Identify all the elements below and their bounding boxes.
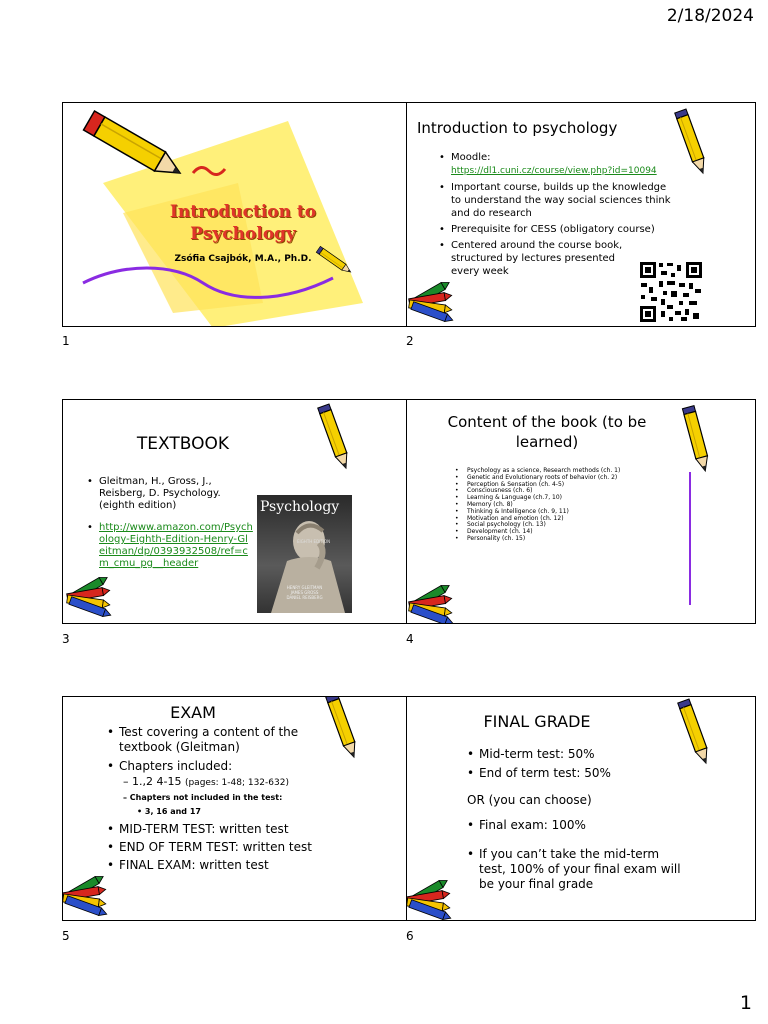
list-item: • Genetic and Evolutionary roots of behavior (ch. 2): [455, 475, 675, 482]
slide-4-bullets: [455, 468, 675, 543]
slide-2: [406, 102, 756, 327]
qr-code-icon: [639, 261, 703, 323]
sub-list: [107, 775, 337, 819]
book-cover-title: Psychology: [260, 499, 340, 515]
list-item: • Consciousness (ch. 6): [455, 488, 675, 495]
list-item: – Chapters not included in the test:: [123, 793, 283, 802]
slide-3-title: TEXTBOOK: [136, 434, 230, 454]
list-item: • Learning & Language (ch.7, 10): [455, 495, 675, 502]
page-date: 2/18/2024: [666, 6, 754, 26]
slide-1-title: Introduction to Psychology: [169, 202, 317, 244]
book-cover-authors: HENRY GLEITMAN JAMES GROSS DANIEL REISBERG: [286, 585, 323, 600]
list-item: • FINAL EXAM: written test: [107, 858, 337, 873]
slide-6-number: 6: [406, 929, 414, 943]
slide-2-number: 2: [406, 334, 414, 348]
book-cover: [257, 495, 352, 613]
list-item: • Test covering a content of the textbook (Gleitman): [107, 725, 337, 755]
slide-2-title: Introduction to psychology: [417, 119, 618, 137]
list-item: • Memory (ch. 8): [455, 502, 675, 509]
slide-5-title: EXAM: [170, 703, 216, 722]
list-item: • Psychology as a science, Research methods (ch. 1): [455, 468, 675, 475]
slide-1-author: Zsófia Csajbók, M.A., Ph.D.: [174, 254, 312, 264]
list-item: • Social psychology (ch. 13): [455, 522, 675, 529]
list-item: • Mid-term test: 50%: [467, 747, 687, 762]
list-item: • Motivation and emotion (ch. 12): [455, 516, 675, 523]
slide-5-body: [107, 725, 337, 873]
or-text: OR (you can choose): [467, 793, 592, 807]
slide-2-bullets: [439, 151, 677, 278]
moodle-link[interactable]: https://dl1.cuni.cz/course/view.php?id=10094: [451, 166, 657, 176]
slide-5: [62, 696, 412, 921]
slide-3: [62, 399, 412, 624]
slide-4-number: 4: [406, 632, 414, 646]
list-item: • Chapters included:: [107, 759, 337, 774]
list-item: • If you can’t take the mid-term test, 100% of your final exam will be your final grade: [467, 847, 689, 892]
slide-5-number: 5: [62, 929, 70, 943]
book-cover-edition: EIGHTH EDITION: [297, 539, 331, 544]
list-item: • Thinking & Intelligence (ch. 9, 11): [455, 509, 675, 516]
slide-3-bullets: [87, 476, 253, 570]
list-item: • END OF TERM TEST: written test: [107, 840, 337, 855]
list-item: • Important course, builds up the knowledge to understand the way social sciences think and do research: [439, 181, 677, 220]
slide-6-body: [467, 747, 687, 892]
list-item: • MID-TERM TEST: written test: [107, 822, 337, 837]
slide-1-number: 1: [62, 334, 70, 348]
list-item: • Personality (ch. 15): [455, 536, 675, 543]
list-item: • Development (ch. 14): [455, 529, 675, 536]
list-item: • End of term test: 50%: [467, 766, 687, 781]
slide-6-title: FINAL GRADE: [483, 712, 591, 731]
slide-1: [62, 102, 412, 327]
slide-6: [406, 696, 756, 921]
list-item: • Centered around the course book, structured by lectures presented every week: [439, 239, 637, 278]
slide-4-title: Content of the book (to be learned): [447, 413, 647, 451]
list-item: • Final exam: 100%: [467, 818, 687, 833]
list-item: • Gleitman, H., Gross, J., Reisberg, D. Psychology. (eighth edition): [87, 476, 253, 512]
list-item: • Perception & Sensation (ch. 4-5): [455, 482, 675, 489]
list-item: • 3, 16 and 17: [137, 807, 201, 816]
list-item: • Moodle: https://dl1.cuni.cz/course/view.php?id=10094: [439, 151, 677, 178]
list-item: [87, 522, 253, 570]
amazon-link[interactable]: http://www.amazon.com/Psychology-Eighth-Edition-Henry-Gleitman/dp/0393932508/ref=cm_cmu_pg__header: [99, 522, 253, 569]
list-item: – 1.,2 4-15 (pages: 1-48; 132-632): [123, 775, 289, 788]
slide-3-number: 3: [62, 632, 70, 646]
list-item: • Prerequisite for CESS (obligatory course): [439, 223, 677, 236]
slide-4: [406, 399, 756, 624]
page-number: 1: [739, 992, 752, 1014]
